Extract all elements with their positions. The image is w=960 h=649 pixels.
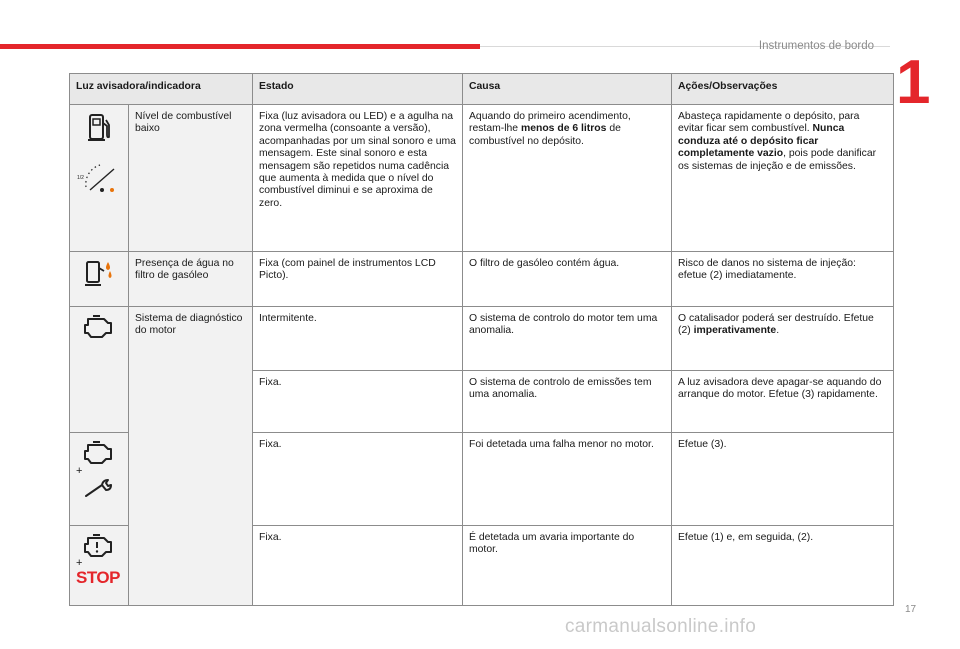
water-state: Fixa (com painel de instrumentos LCD Picto). bbox=[253, 252, 463, 307]
engine-state-4: Fixa. bbox=[253, 526, 463, 606]
engine-cause-1: O sistema de controlo do motor tem uma anomalia. bbox=[463, 307, 672, 371]
plus-sign: + bbox=[76, 465, 83, 477]
engine-action-4: Efetue (1) e, em seguida, (2). bbox=[672, 526, 894, 606]
watermark: carmanualsonline.info bbox=[565, 616, 757, 637]
engine-icon bbox=[82, 439, 116, 465]
gauge-half-mark: 1/2 bbox=[77, 175, 84, 181]
table-row bbox=[70, 105, 894, 252]
water-in-diesel-filter-icon bbox=[82, 258, 116, 288]
engine-wrench-icon-cell bbox=[70, 433, 129, 526]
table-header-row bbox=[70, 74, 894, 105]
table-row bbox=[70, 307, 894, 371]
plus-sign: + bbox=[76, 557, 83, 569]
engine-icon-cell bbox=[70, 307, 129, 433]
header-accent-bar bbox=[0, 44, 480, 49]
section-title: Instrumentos de bordo bbox=[758, 40, 874, 52]
water-icon-cell bbox=[70, 252, 129, 307]
fuel-state: Fixa (luz avisadora ou LED) e a agulha na zona vermelha (consoante a versão), acompanhadas por um sinal sonoro e uma mensagem. Este sinal sonoro e esta mensagem são repetidos numa cadência que aumenta à medida que o nível do combustível diminui e se aproxima de zero. bbox=[253, 105, 463, 252]
page-number: 17 bbox=[905, 604, 917, 615]
warning-lights-table bbox=[69, 73, 894, 606]
engine-cause-3: Foi detetada uma falha menor no motor. bbox=[463, 433, 672, 526]
chapter-number: 1 bbox=[896, 48, 931, 117]
stop-icon: STOP bbox=[76, 568, 120, 587]
engine-action-1: O catalisador poderá ser destruído. Efetue (2) imperativamente. bbox=[672, 307, 894, 371]
engine-action-3: Efetue (3). bbox=[672, 433, 894, 526]
water-warning-name: Presença de água no filtro de gasóleo bbox=[129, 252, 253, 307]
engine-cause-2: O sistema de controlo de emissões tem uma anomalia. bbox=[463, 371, 672, 433]
engine-alert-icon bbox=[82, 532, 116, 558]
water-action: Risco de danos no sistema de injeção: efetue (2) imediatamente. bbox=[672, 252, 894, 307]
fuel-action: Abasteça rapidamente o depósito, para evitar ficar sem combustível. Nunca conduza até o depósito ficar completamente vazio, pois pode danificar os sistemas de injeção e de emissões. bbox=[672, 105, 894, 252]
engine-state-3: Fixa. bbox=[253, 433, 463, 526]
col-header-state: Estado bbox=[253, 74, 463, 105]
engine-state-1: Intermitente. bbox=[253, 307, 463, 371]
engine-action-2: A luz avisadora deve apagar-se aquando do arranque do motor. Efetue (3) rapidamente. bbox=[672, 371, 894, 433]
fuel-pump-icon bbox=[84, 111, 114, 143]
col-header-warning-light: Luz avisadora/indicadora bbox=[70, 74, 253, 105]
engine-icon bbox=[82, 313, 116, 339]
col-header-actions: Ações/Observações bbox=[672, 74, 894, 105]
engine-stop-icon-cell bbox=[70, 526, 129, 606]
col-header-cause: Causa bbox=[463, 74, 672, 105]
water-cause: O filtro de gasóleo contém água. bbox=[463, 252, 672, 307]
engine-warning-name: Sistema de diagnóstico do motor bbox=[129, 307, 253, 606]
fuel-gauge-needle-icon bbox=[76, 157, 122, 195]
fuel-icons-cell bbox=[70, 105, 129, 252]
fuel-warning-name: Nível de combustível baixo bbox=[129, 105, 253, 252]
engine-cause-4: É detetada um avaria importante do motor. bbox=[463, 526, 672, 606]
engine-state-2: Fixa. bbox=[253, 371, 463, 433]
fuel-cause: Aquando do primeiro acendimento, restam-lhe menos de 6 litros de combustível no depósito. bbox=[463, 105, 672, 252]
table-row bbox=[70, 252, 894, 307]
wrench-icon bbox=[82, 477, 116, 499]
